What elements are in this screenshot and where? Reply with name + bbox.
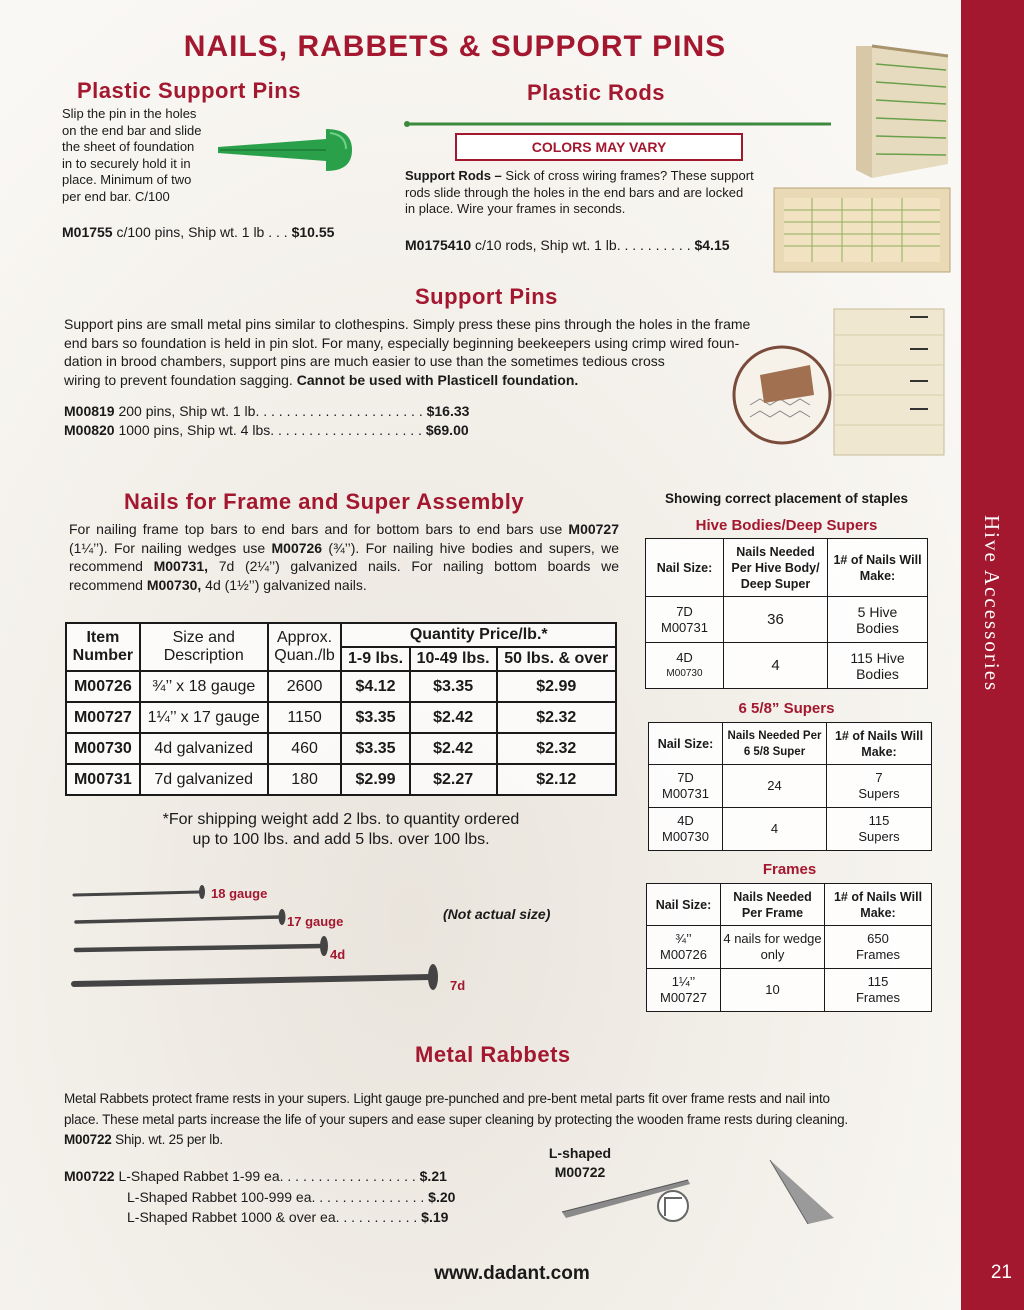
- plastic-rods-order-line: M0175410 c/10 rods, Ship wt. 1 lb. . . . . . . . . . $4.15: [405, 237, 730, 253]
- order-line: L-Shaped Rabbet 1000 & over ea. . . . . . . . . . . $.19: [127, 1209, 449, 1225]
- header-tier: 50 lbs. & over: [497, 647, 616, 671]
- plastic-pin-image: [218, 125, 353, 175]
- page-number: 21: [990, 1262, 1012, 1283]
- support-pins-heading: Support Pins: [415, 284, 558, 309]
- label-18-gauge: 18 gauge: [211, 886, 268, 901]
- l-shaped-rabbet-image: [560, 1150, 850, 1230]
- order-line: M00819 200 pins, Ship wt. 1 lb. . . . . . . . . . . . . . . . . . . . . . $16.33: [64, 403, 470, 419]
- nails-intro: For nailing frame top bars to end bars and for bottom bars to end bars use M00727 (1¼’’). For nailing wedges use M00726 (¾’’). For nailing hive bodies and supers, we recommend M00731, 7d (2¼’’) galvanized nails. For nailing bottom boards we recommend M00730, 4d (1½’’) galvanized nails.: [69, 521, 619, 593]
- label-4d: 4d: [330, 947, 346, 962]
- table-row: M00730 4d galvanized 460 $3.35 $2.42 $2.32: [66, 733, 616, 764]
- frame-with-rods-image: [852, 42, 952, 182]
- support-pins-order-lines: [64, 402, 469, 440]
- metal-rabbets-heading: Metal Rabbets: [415, 1042, 571, 1067]
- table-row: ¾’’ M00726 4 nails for wedge only 650 Frames: [647, 926, 932, 969]
- rabbets-description: Metal Rabbets protect frame rests in your supers. Light gauge pre-punched and pre-bent metal parts fit over frame rests and nail into place. These metal parts increase the life of your supers and ease super cleaning by protecting the wooden frame rests during cleaning. M00722 Ship. wt. 25 per lb.: [64, 1091, 848, 1147]
- support-pins-description: Support pins are small metal pins similar to clothespins. Simply press these pins through the holes in the frame end bars so foundation is held in pin slot. For many, especially beginning beekeepers using crimp wired foun- dation in brood chambers, support pins are much easier to use than the sometimes tedious cross wiring to prevent foundation sagging. Cannot be used with Plasticell foundation.: [64, 316, 751, 388]
- colors-may-vary-notice: COLORS MAY VARY: [455, 133, 743, 161]
- plastic-pins-order-line: M01755 c/100 pins, Ship wt. 1 lb . . . $10.55: [62, 224, 335, 240]
- plastic-pins-heading: Plastic Support Pins: [77, 78, 301, 103]
- label-7d: 7d: [450, 978, 466, 993]
- nails-heading: Nails for Frame and Super Assembly: [124, 489, 525, 514]
- header-tier: 1-9 lbs.: [341, 647, 409, 671]
- plastic-rods-description: Support Rods – Sick of cross wiring frames? These support rods slide through the holes in the end bars and are locked in place. Wire your frames in seconds.: [405, 168, 754, 216]
- table-row: 1¼’’ M00727 10 115 Frames: [647, 969, 932, 1012]
- support-pin-illustration: [730, 305, 950, 457]
- supers-title: 6 5/8” Supers: [738, 700, 835, 717]
- frames-title: Frames: [762, 861, 817, 878]
- supers-table: Nail Size: Nails Needed Per 6 5/8 Super 1# of Nails Will Make: 7D M00731 24 7 Supers 4D M00730 4 115 Supers: [648, 722, 932, 851]
- header-size: Size and Description: [140, 623, 268, 671]
- table-row: 4D M00730 4 115 Supers: [649, 808, 932, 851]
- header-item-number: Item Number: [66, 623, 140, 671]
- sidebar: [961, 0, 1024, 1310]
- table-row: M00726 ¾’’ x 18 gauge 2600 $4.12 $3.35 $2.99: [66, 671, 616, 702]
- order-line: L-Shaped Rabbet 100-999 ea. . . . . . . . . . . . . . . $.20: [127, 1188, 456, 1205]
- order-line: M00722 L-Shaped Rabbet 1-99 ea. . . . . . . . . . . . . . . . . . $.21: [64, 1168, 447, 1184]
- plastic-pins-description: Slip the pin in the holes on the end bar and slide the sheet of foundation in to securely hold it in place. Minimum of two per end bar. C/100: [62, 106, 202, 204]
- header-tier: 10-49 lbs.: [410, 647, 497, 671]
- staples-caption: Showing correct placement of staples: [664, 491, 909, 506]
- label-17-gauge: 17 gauge: [287, 914, 344, 929]
- footer-url[interactable]: www.dadant.com: [434, 1263, 590, 1284]
- header-qty-price: Quantity Price/lb.*: [341, 623, 616, 647]
- not-actual-size-note: (Not actual size): [443, 906, 551, 922]
- frame-grid-image: [772, 186, 952, 274]
- plastic-rods-heading: Plastic Rods: [527, 80, 666, 105]
- sidebar-label: Hive Accessories: [980, 515, 1004, 693]
- header-quan: Approx. Quan./lb: [268, 623, 342, 671]
- table-row: M00727 1¼’’ x 17 gauge 1150 $3.35 $2.42 $2.32: [66, 702, 616, 733]
- table-row: 7D M00731 36 5 Hive Bodies: [646, 597, 928, 643]
- plastic-rod-image: [403, 118, 833, 130]
- table-row: 4D M00730 4 115 Hive Bodies: [646, 643, 928, 689]
- rabbets-order-lines: [64, 1166, 455, 1228]
- shipping-note: *For shipping weight add 2 lbs. to quantity ordered up to 100 lbs. and add 5 lbs. over 100 lbs.: [162, 811, 520, 848]
- nail-price-table: [65, 622, 617, 796]
- table-row: 7D M00731 24 7 Supers: [649, 765, 932, 808]
- hive-bodies-title: Hive Bodies/Deep Supers: [695, 517, 878, 534]
- rabbet-figure-label: L-shaped M00722: [548, 1145, 612, 1180]
- page-title: NAILS, RABBETS & SUPPORT PINS: [183, 30, 727, 63]
- order-line: M00820 1000 pins, Ship wt. 4 lbs. . . . . . . . . . . . . . . . . . . . $69.00: [64, 422, 469, 438]
- hive-bodies-table: Nail Size: Nails Needed Per Hive Body/ Deep Super 1# of Nails Will Make: 7D M00731 36 5 Hive Bodies 4D M00730 4 115 Hive Bodies: [645, 538, 928, 689]
- table-row: M00731 7d galvanized 180 $2.99 $2.27 $2.12: [66, 764, 616, 795]
- frames-table: Nail Size: Nails Needed Per Frame 1# of Nails Will Make: ¾’’ M00726 4 nails for wedge only 650 Frames 1¼’’ M00727 10 115 Frames: [646, 883, 932, 1012]
